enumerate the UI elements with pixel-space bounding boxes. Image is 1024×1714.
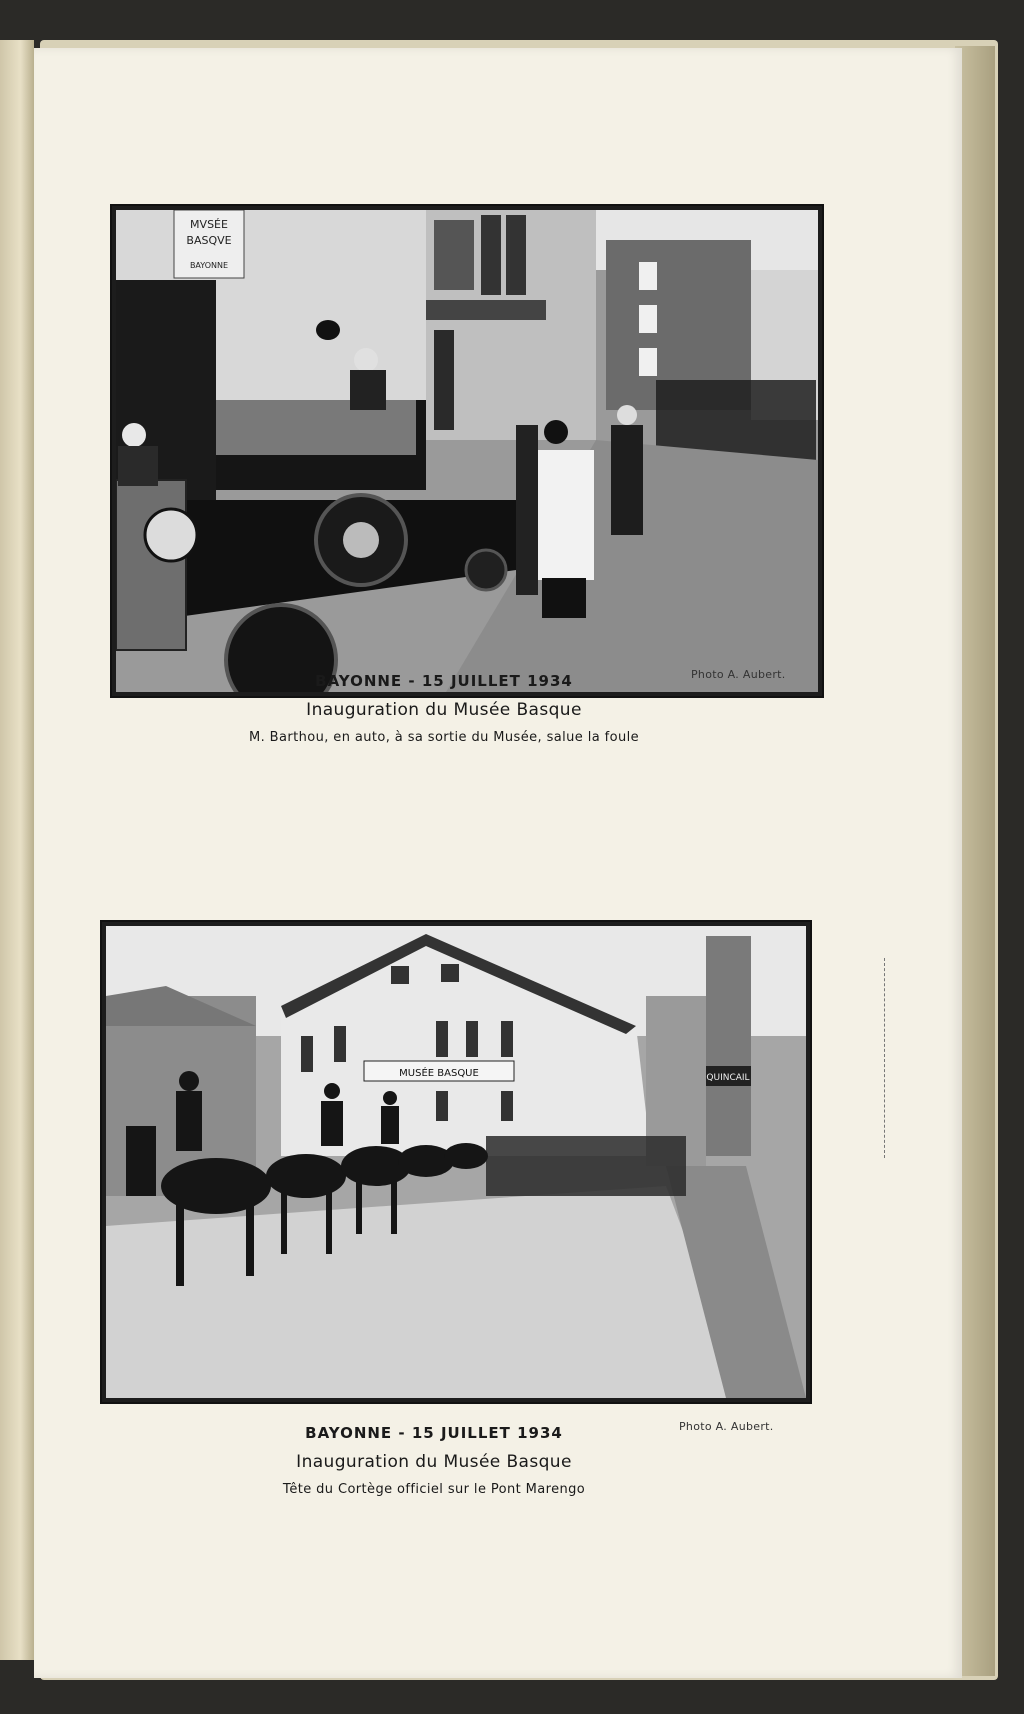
photo-2-credit: Photo A. Aubert. <box>679 1420 774 1433</box>
book-page <box>34 48 962 1678</box>
museum-sign-line-3: BAYONNE <box>189 261 229 270</box>
photo-1-illustration <box>116 210 818 692</box>
photo-1-caption-subtitle: Inauguration du Musée Basque <box>306 700 582 720</box>
photo-2-caption <box>174 1424 694 1497</box>
page-fold-mark <box>884 958 886 1158</box>
photo-2-caption-subtitle: Inauguration du Musée Basque <box>296 1452 572 1472</box>
photo-1-caption-title: BAYONNE - 15 JUILLET 1934 <box>315 672 573 690</box>
shop-sign-text: QUINCAIL <box>706 1073 750 1083</box>
photo-2-illustration <box>106 926 806 1398</box>
museum-sign-line-1: MVSÉE <box>190 218 228 231</box>
museum-sign-line-2: BASQVE <box>186 234 232 247</box>
book-spine <box>0 40 34 1660</box>
photo-2-caption-description: Tête du Cortège officiel sur le Pont Marengo <box>282 1482 586 1497</box>
museum-banner-text: MUSÉE BASQUE <box>399 1068 479 1079</box>
photo-2-caption-title: BAYONNE - 15 JUILLET 1934 <box>305 1424 563 1442</box>
photo-1-image <box>116 210 818 692</box>
photo-2-image <box>106 926 806 1398</box>
photo-1-caption-description: M. Barthou, en auto, à sa sortie du Musée, salue la foule <box>249 730 639 745</box>
photo-2 <box>100 920 812 1404</box>
photo-1 <box>110 204 824 698</box>
photo-1-caption <box>184 672 704 745</box>
photo-1-credit: Photo A. Aubert. <box>691 668 786 681</box>
